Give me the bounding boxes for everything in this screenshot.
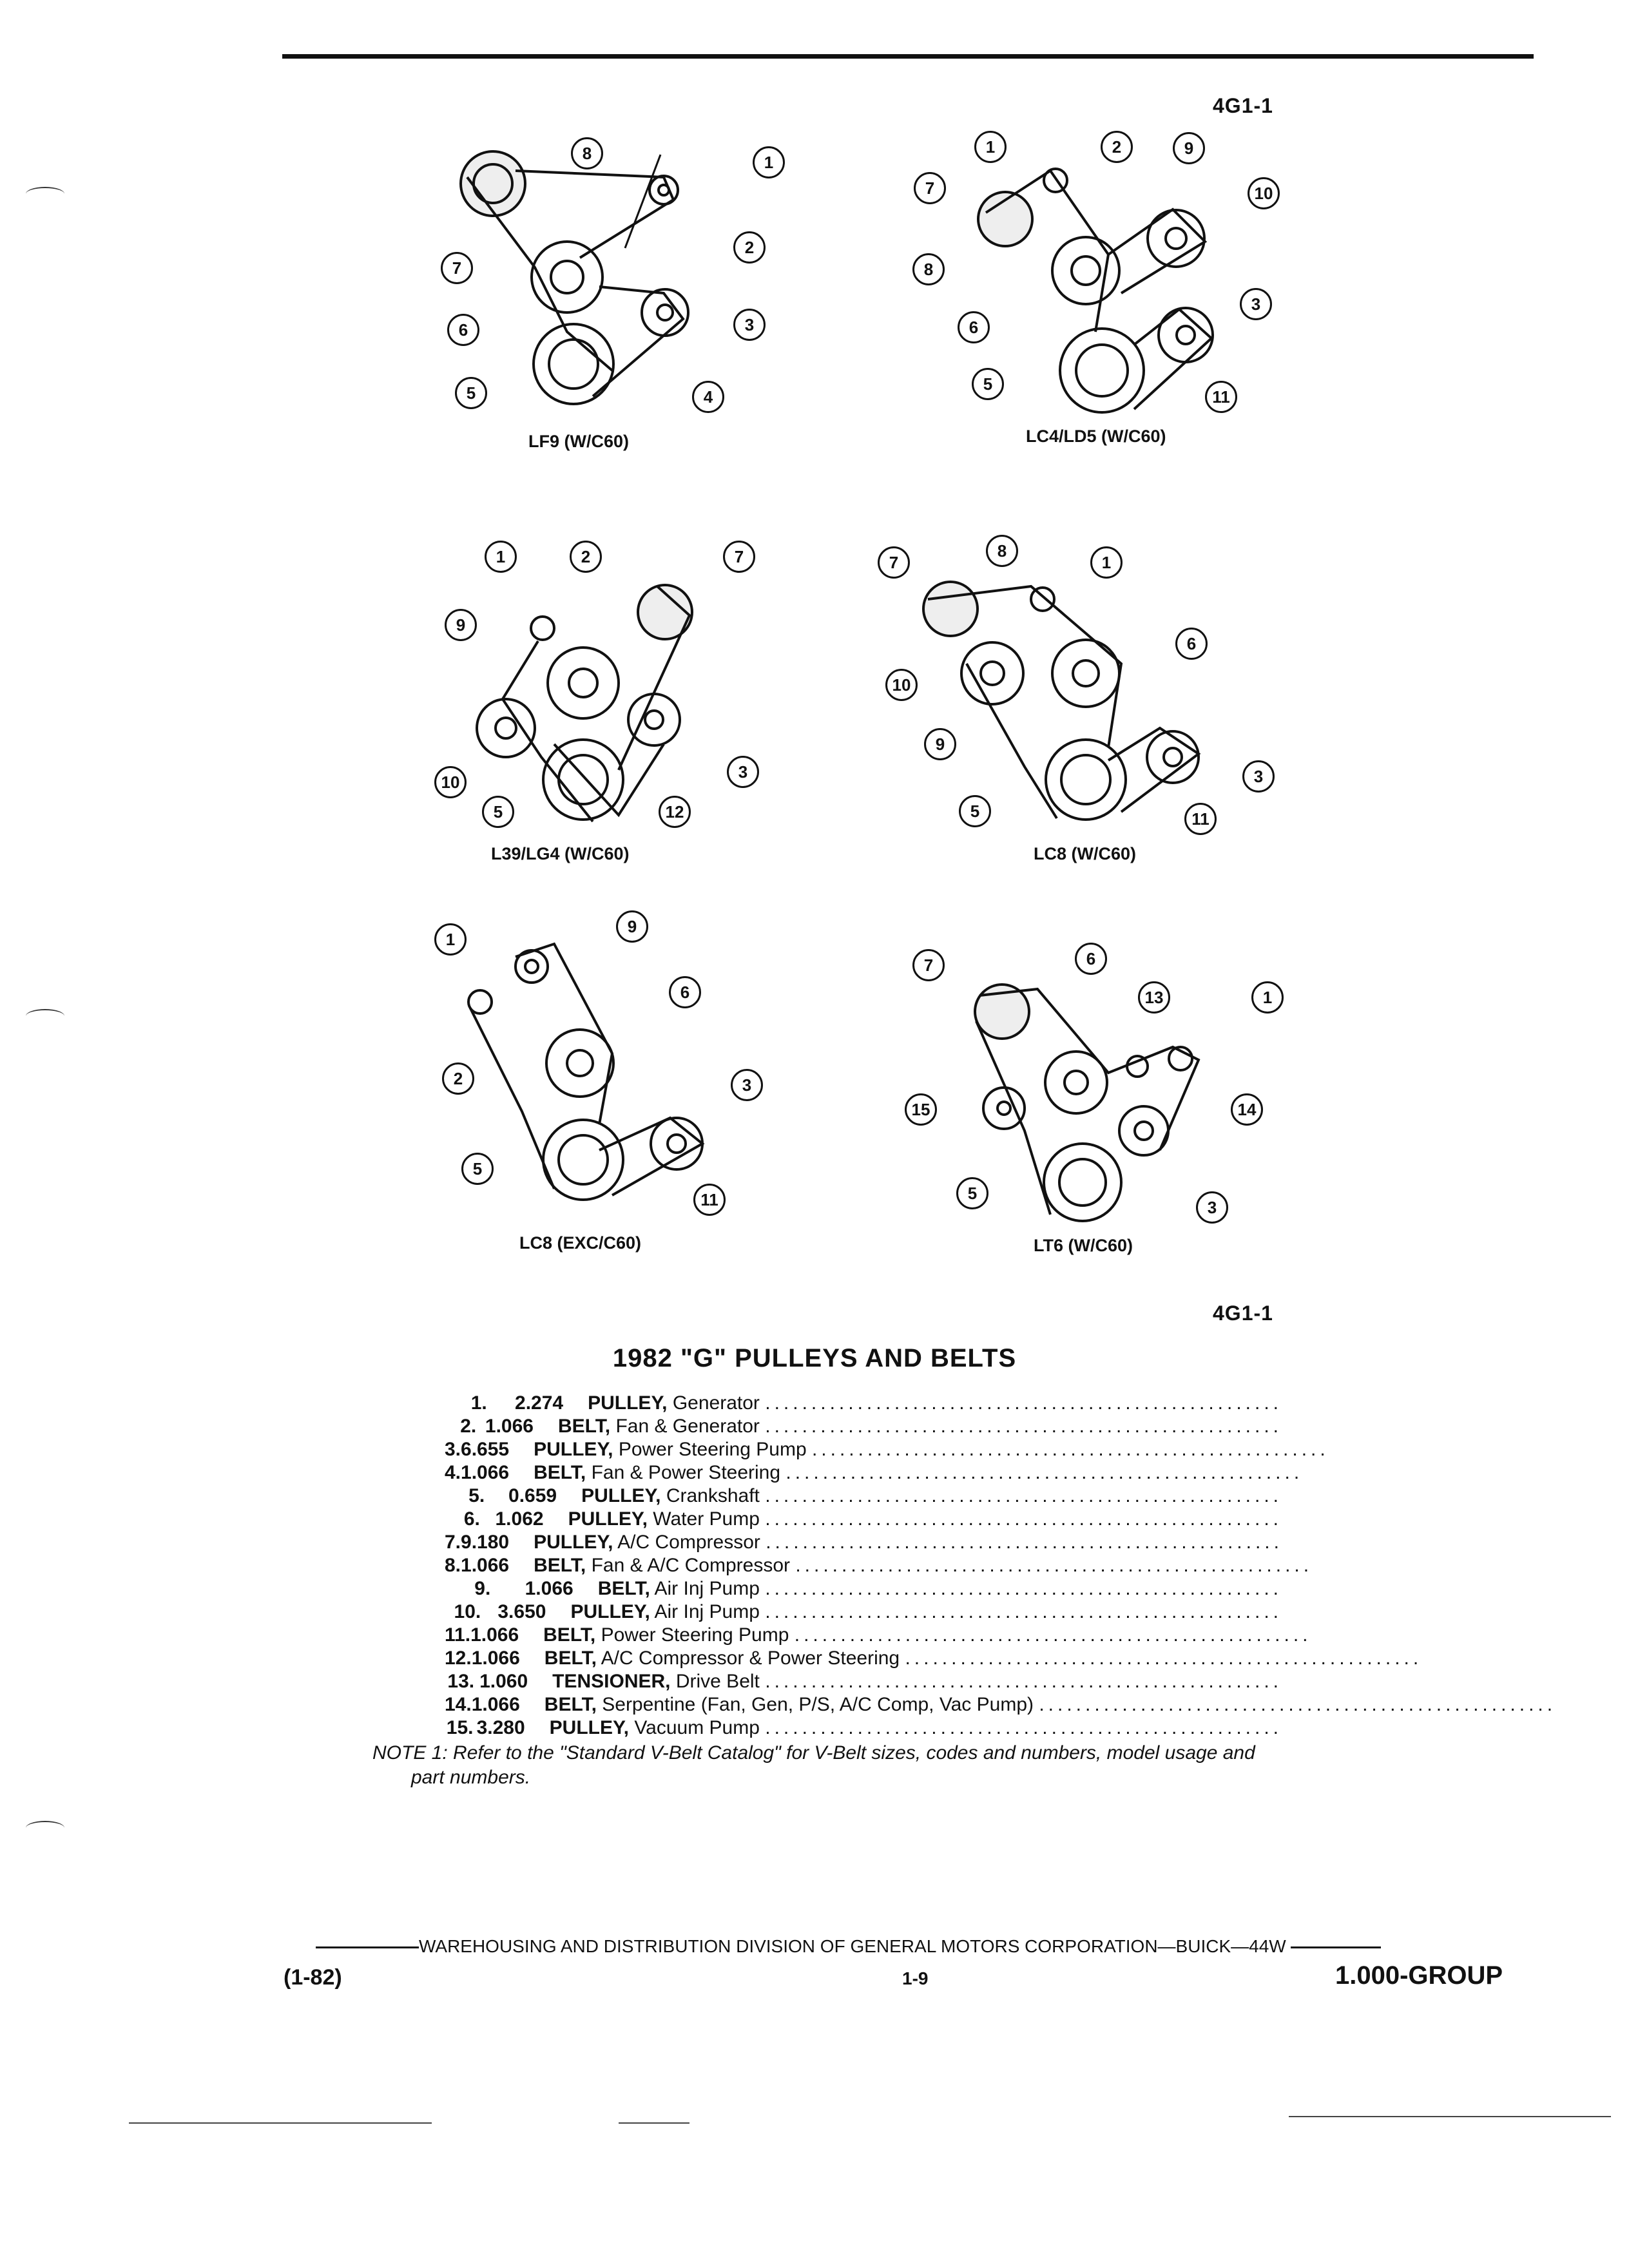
diagram-caption: LC8 (EXC/C60)	[519, 1233, 642, 1253]
part-callout: 10	[434, 766, 467, 798]
part-callout: 5	[455, 377, 487, 409]
part-callout: 1	[974, 131, 1007, 163]
part-callout: 3	[1196, 1191, 1228, 1224]
part-callout: 1	[753, 146, 785, 178]
part-callout: 7	[441, 252, 473, 284]
page-number: 1-9	[902, 1968, 929, 1988]
list-item: 7. 9.180 PULLEY, A/C Compressor ........................................................	[445, 1532, 1283, 1553]
part-callout: 1	[485, 541, 517, 573]
diagram-lc8-w-c60	[863, 522, 1289, 844]
part-callout: 5	[959, 795, 991, 827]
part-callout: 1	[1251, 981, 1284, 1014]
part-callout: 5	[972, 368, 1004, 400]
part-callout: 5	[482, 796, 514, 828]
diagram-lc8-exc-c60	[425, 905, 786, 1234]
list-item: 11. 1.066 BELT, Power Steering Pump ........................................................	[445, 1624, 1312, 1646]
part-callout: 4	[692, 381, 724, 413]
list-item: 12. 1.066 BELT, A/C Compressor & Power Steering ........................................................	[445, 1648, 1423, 1669]
part-callout: 7	[878, 546, 910, 579]
list-item: 14. 1.066 BELT, Serpentine (Fan, Gen, P/S, A/C Comp, Vac Pump) ........................................................	[445, 1694, 1557, 1715]
list-item: 13. 1.060 TENSIONER, Drive Belt ........................................................	[447, 1671, 1282, 1692]
diagram-lc4-ld5	[889, 126, 1289, 428]
part-callout: 5	[461, 1153, 494, 1185]
part-callout: 14	[1231, 1093, 1263, 1126]
footer-group: 1.000-GROUP	[1335, 1961, 1503, 1990]
part-callout: 1	[434, 923, 467, 956]
footer-date: (1-82)	[284, 1965, 342, 1990]
part-callout: 2	[570, 541, 602, 573]
part-callout: 7	[912, 949, 945, 981]
part-callout: 8	[986, 535, 1018, 567]
part-callout: 3	[733, 309, 766, 341]
part-callout: 12	[659, 796, 691, 828]
diagram-lf9	[419, 126, 786, 428]
part-callout: 3	[727, 756, 759, 788]
part-callout: 10	[1248, 177, 1280, 209]
figure-code-bottom: 4G1-1	[1213, 1302, 1273, 1325]
part-callout: 7	[914, 172, 946, 204]
diagram-caption: LF9 (W/C60)	[528, 432, 630, 451]
note-line: part numbers.	[411, 1767, 531, 1788]
list-item: 4. 1.066 BELT, Fan & Power Steering ........................................................	[445, 1462, 1304, 1483]
list-item: 2. 1.066 BELT, Fan & Generator ........................................................	[460, 1416, 1282, 1437]
scan-mark	[26, 187, 64, 201]
list-item: 6. 1.062 PULLEY, Water Pump ........................................................	[463, 1508, 1282, 1530]
list-item: 5. 0.659 PULLEY, Crankshaft ........................................................	[468, 1485, 1282, 1506]
part-callout: 9	[1173, 132, 1205, 164]
diagram-l39-lg4	[425, 538, 786, 841]
part-callout: 5	[956, 1177, 988, 1209]
note-line: NOTE 1: Refer to the "Standard V-Belt Catalog" for V-Belt sizes, codes and numbers, model usage and	[372, 1742, 1255, 1763]
part-callout: 2	[1101, 131, 1133, 163]
footnote	[372, 1741, 1519, 1790]
header-rule	[282, 54, 1534, 59]
list-item: 9. 1.066 BELT, Air Inj Pump ........................................................	[474, 1578, 1282, 1599]
diagram-caption: LT6 (W/C60)	[1034, 1236, 1133, 1255]
part-callout: 8	[571, 137, 603, 169]
diagram-lt6-w-c60	[896, 937, 1289, 1234]
scan-mark	[129, 2122, 432, 2124]
part-callout: 10	[885, 669, 918, 701]
part-callout: 7	[723, 541, 755, 573]
scan-mark	[26, 1009, 64, 1023]
part-callout: 3	[1240, 288, 1272, 320]
list-item: 10. 3.650 PULLEY, Air Inj Pump ........................................................	[454, 1601, 1282, 1622]
part-callout: 3	[1242, 760, 1275, 793]
diagram-caption: LC4/LD5 (W/C60)	[1026, 427, 1166, 446]
part-callout: 6	[1175, 628, 1208, 660]
list-item: 3. 6.655 PULLEY, Power Steering Pump ........................................................	[445, 1439, 1329, 1460]
part-callout: 11	[693, 1184, 726, 1216]
diagram-caption: L39/LG4 (W/C60)	[491, 844, 630, 863]
part-callout: 11	[1184, 803, 1217, 835]
part-callout: 9	[445, 609, 477, 641]
list-item: 1. 2.274 PULLEY, Generator ........................................................	[470, 1392, 1282, 1414]
footer-publisher-line: WAREHOUSING AND DISTRIBUTION DIVISION OF GENERAL MOTORS CORPORATION—BUICK—44W	[316, 1936, 1521, 1957]
scan-mark	[26, 1821, 64, 1835]
diagram-caption: LC8 (W/C60)	[1034, 844, 1137, 863]
part-callout: 13	[1138, 981, 1170, 1014]
part-callout: 2	[442, 1062, 474, 1095]
part-callout: 6	[958, 311, 990, 343]
part-callout: 6	[447, 314, 479, 346]
part-callout: 11	[1205, 381, 1237, 413]
part-callout: 3	[731, 1069, 763, 1101]
part-callout: 9	[924, 728, 956, 760]
part-callout: 8	[912, 253, 945, 285]
list-item: 15. 3.280 PULLEY, Vacuum Pump ........................................................	[446, 1717, 1282, 1738]
part-callout: 6	[1075, 943, 1107, 975]
part-callout: 6	[669, 976, 701, 1008]
part-callout: 2	[733, 231, 766, 264]
scan-mark	[619, 2122, 689, 2124]
scan-mark	[1289, 2116, 1611, 2117]
parts-list	[445, 1392, 1557, 1740]
part-callout: 9	[616, 910, 648, 943]
part-callout: 15	[905, 1093, 937, 1126]
figure-code-top: 4G1-1	[1213, 94, 1273, 117]
list-item: 8. 1.066 BELT, Fan & A/C Compressor ........................................................	[445, 1555, 1313, 1576]
page-title: 1982 "G" PULLEYS AND BELTS	[612, 1344, 1017, 1372]
part-callout: 1	[1090, 546, 1123, 579]
